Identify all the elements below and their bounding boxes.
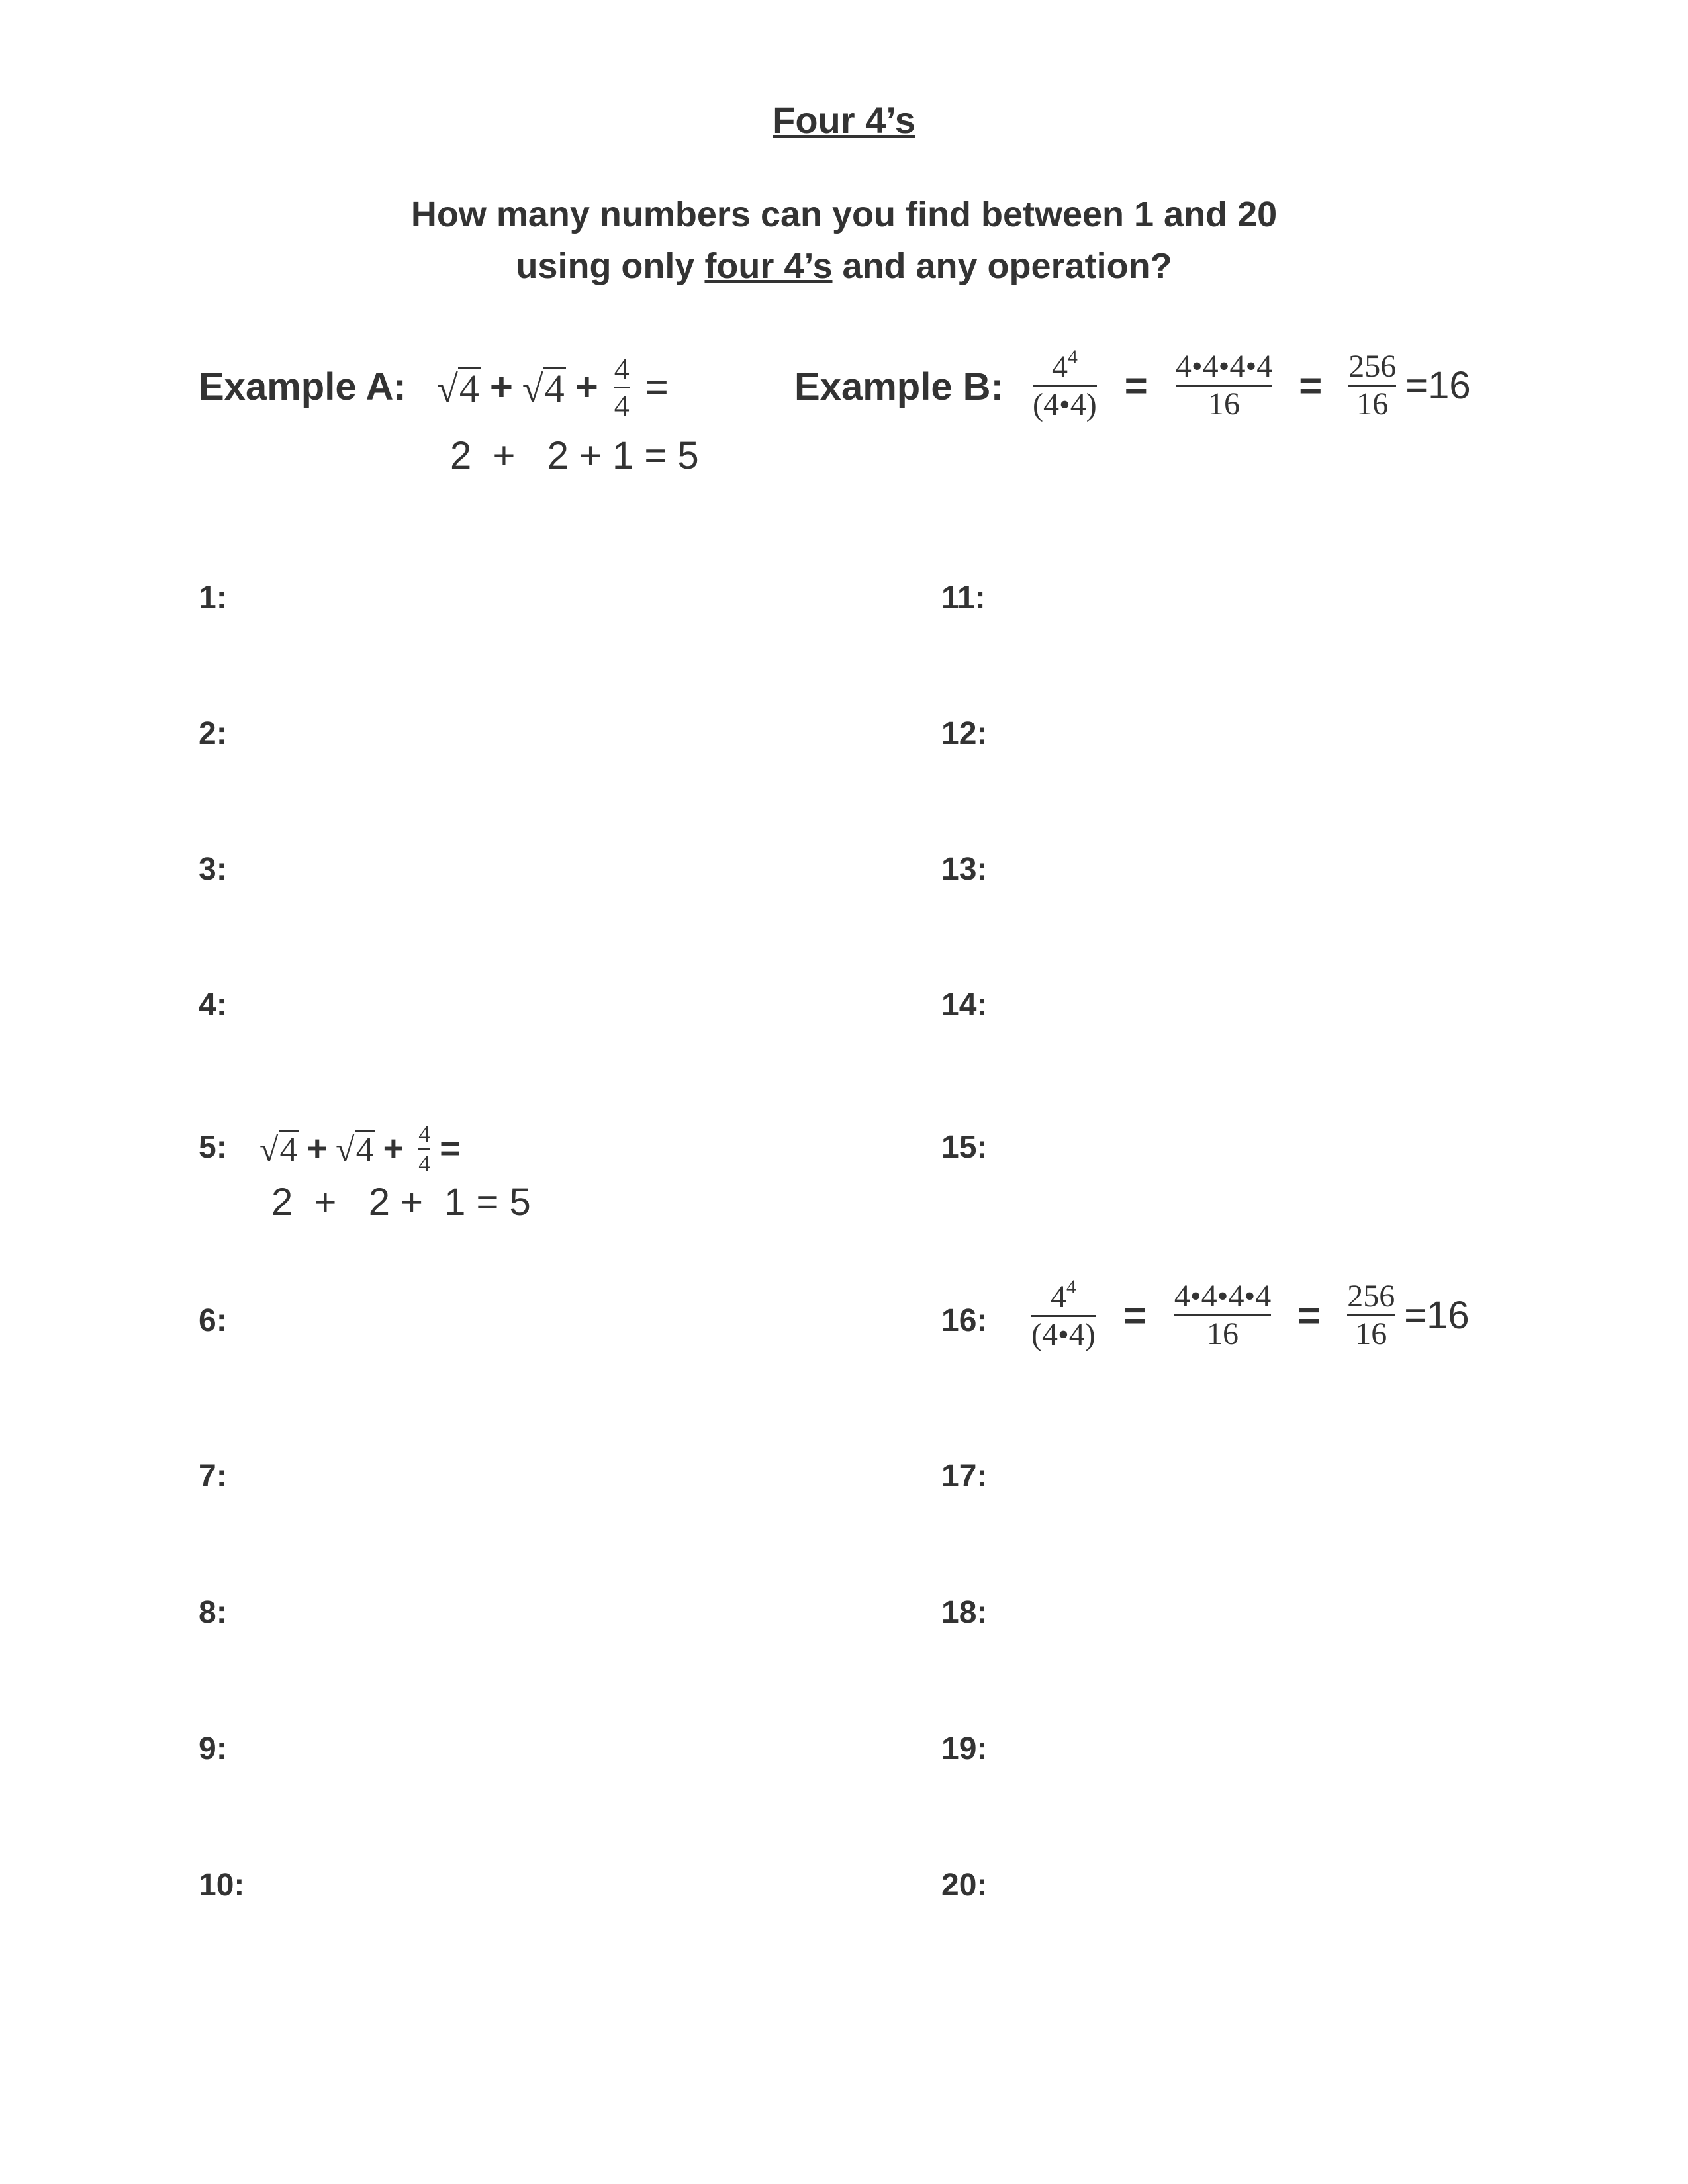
power-base: 4	[1050, 1279, 1066, 1314]
equals-sign: =	[1123, 1293, 1147, 1338]
plus-sign: +	[575, 365, 598, 409]
fraction-result	[1348, 351, 1396, 420]
radical-icon: √	[437, 367, 458, 410]
row-label-4: 4:	[199, 987, 227, 1023]
power-exponent: 4	[1067, 346, 1078, 368]
fraction-denominator: 16	[1355, 1316, 1387, 1351]
fraction-term	[614, 351, 630, 422]
fraction-denominator: 4	[418, 1150, 431, 1177]
plus-sign: +	[306, 1128, 328, 1168]
radicand: 4	[279, 1129, 298, 1169]
equals-sign: =	[645, 365, 669, 409]
row-label-6: 6:	[199, 1303, 227, 1338]
equals-sign: =	[1299, 363, 1323, 408]
worksheet-title: Four 4’s	[773, 99, 915, 141]
row-label-12: 12:	[941, 716, 988, 751]
question-line-2-end: and any operation?	[832, 246, 1172, 286]
row-label-2: 2:	[199, 716, 227, 751]
question-line-2	[0, 240, 1688, 292]
power-exponent: 4	[1066, 1276, 1076, 1298]
row-label-5: 5:	[199, 1130, 227, 1165]
fraction-term	[418, 1122, 430, 1175]
fraction-numerator: 4•4•4•4	[1175, 349, 1273, 384]
equals-sign: =	[440, 1128, 461, 1168]
fraction-power	[1033, 346, 1097, 422]
row-label-15: 15:	[941, 1130, 988, 1165]
row-label-11: 11:	[941, 580, 986, 615]
answer-16-result: =16	[1404, 1293, 1470, 1337]
example-b-expression	[1033, 344, 1471, 427]
row-label-20: 20:	[941, 1868, 988, 1903]
row-label-18: 18:	[941, 1595, 988, 1630]
row-label-8: 8:	[199, 1595, 227, 1630]
fraction-numerator	[1050, 1276, 1076, 1314]
example-a-label: Example A:	[199, 365, 406, 408]
example-b-label: Example B:	[794, 365, 1004, 408]
fraction-denominator: (4•4)	[1031, 1317, 1096, 1352]
sqrt-term-1	[259, 1130, 299, 1167]
row-label-1: 1:	[199, 580, 227, 615]
fraction-numerator: 4	[418, 1120, 431, 1147]
example-a-expression	[437, 351, 678, 424]
fraction-product	[1174, 1281, 1271, 1350]
fraction-denominator: 4	[614, 388, 630, 422]
row-label-14: 14:	[941, 987, 988, 1023]
fraction-numerator: 4	[614, 351, 630, 386]
radicand: 4	[355, 1129, 374, 1169]
radical-icon: √	[522, 367, 543, 410]
fraction-denominator: 16	[1356, 387, 1389, 422]
answer-5-result: 2 + 2 + 1 = 5	[271, 1181, 531, 1224]
equals-sign: =	[1297, 1293, 1321, 1338]
fraction-power	[1031, 1276, 1096, 1352]
fraction-result	[1347, 1281, 1395, 1350]
row-label-9: 9:	[199, 1731, 227, 1766]
fraction-bar	[418, 1148, 430, 1150]
row-label-13: 13:	[941, 852, 988, 887]
radicand: 4	[459, 366, 479, 410]
question-prompt	[0, 189, 1688, 292]
example-a-result: 2 + 2 + 1 = 5	[450, 434, 699, 477]
fraction-numerator: 256	[1348, 349, 1397, 384]
power-base: 4	[1051, 349, 1068, 385]
row-label-10: 10:	[199, 1868, 245, 1903]
row-label-19: 19:	[941, 1731, 988, 1766]
row-label-3: 3:	[199, 852, 227, 887]
radical-icon: √	[259, 1130, 279, 1169]
radicand: 4	[544, 366, 565, 410]
fraction-denominator: 16	[1207, 1316, 1239, 1351]
answer-5-expression	[259, 1118, 463, 1178]
sqrt-term-2	[336, 1130, 375, 1167]
row-label-7: 7:	[199, 1459, 227, 1494]
plus-sign: +	[489, 365, 513, 409]
fraction-numerator: 4•4•4•4	[1174, 1279, 1272, 1314]
fraction-numerator	[1051, 346, 1078, 385]
question-emphasis: four 4’s	[704, 246, 833, 286]
fraction-denominator: (4•4)	[1033, 387, 1097, 422]
fraction-numerator: 256	[1347, 1279, 1395, 1314]
example-b-result: =16	[1405, 363, 1471, 407]
answer-16-expression	[1031, 1274, 1470, 1357]
equals-sign: =	[1124, 363, 1148, 408]
question-line-2-start: using only	[516, 246, 705, 286]
radical-icon: √	[336, 1130, 355, 1169]
fraction-denominator: 16	[1208, 387, 1241, 422]
row-label-17: 17:	[941, 1459, 988, 1494]
sqrt-term-1	[437, 367, 481, 408]
fraction-product	[1176, 351, 1272, 420]
row-label-16: 16:	[941, 1303, 988, 1338]
sqrt-term-2	[522, 367, 566, 408]
question-line-1: How many numbers can you find between 1 and 20	[410, 195, 1278, 234]
plus-sign: +	[383, 1128, 404, 1168]
